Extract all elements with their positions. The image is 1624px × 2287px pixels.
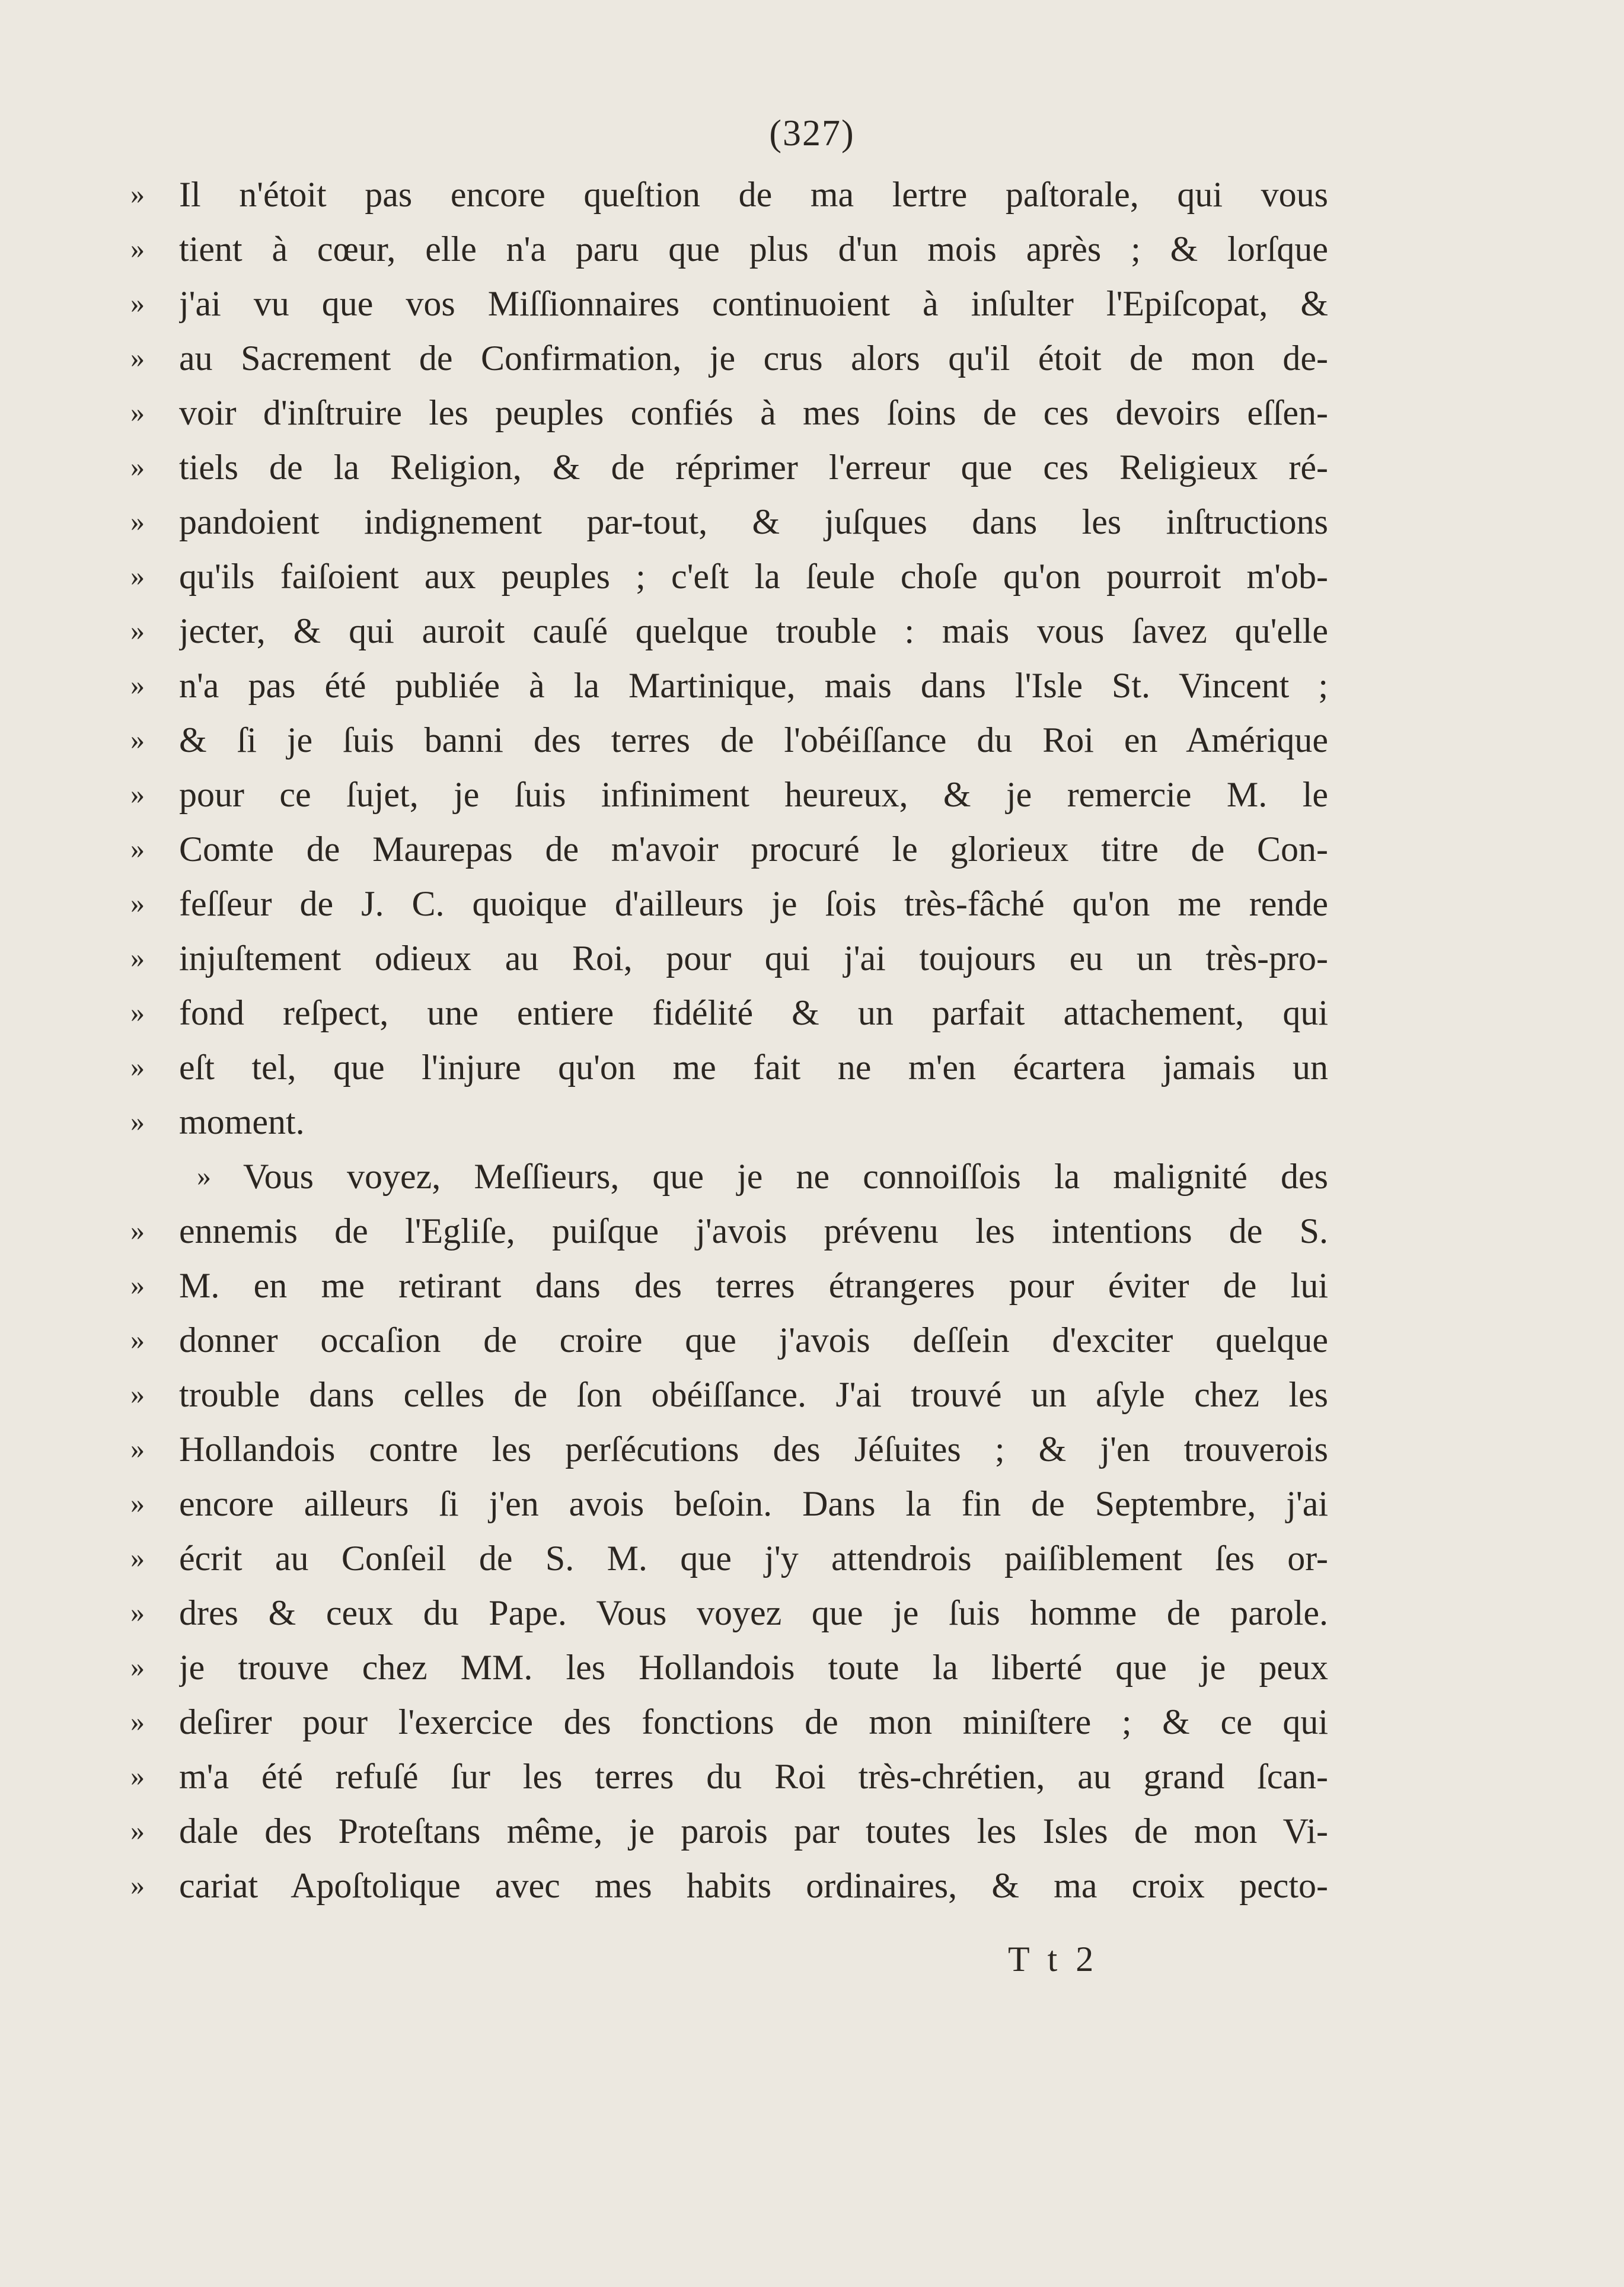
text-line [130, 1313, 1328, 1367]
line-text: pandoient indignement par-tout, & juſques dans les inſtructions [179, 502, 1328, 541]
line-text: Comte de Maurepas de m'avoir procuré le glorieux titre de Con- [179, 830, 1328, 869]
text-line [130, 767, 1328, 822]
text-line [130, 1858, 1328, 1913]
line-text: donner occaſion de croire que j'avois deſſein d'exciter quelque [179, 1320, 1328, 1360]
line-text: jecter, & qui auroit cauſé quelque trouble : mais vous ſavez qu'elle [179, 611, 1328, 650]
body-text [130, 167, 1328, 1913]
line-text: je trouve chez MM. les Hollandois toute la liberté que je peux [179, 1648, 1328, 1687]
text-line [130, 1640, 1328, 1695]
line-text: cariat Apoſtolique avec mes habits ordinaires, & ma croix pecto- [179, 1866, 1328, 1905]
quote-mark: » [130, 1488, 145, 1519]
text-line [130, 876, 1328, 931]
quote-mark: » [130, 233, 145, 264]
quote-mark: » [130, 1870, 145, 1901]
quote-mark: » [130, 560, 145, 592]
quote-mark: » [130, 1106, 145, 1137]
quote-mark: » [130, 1433, 145, 1465]
text-line [130, 1367, 1328, 1422]
line-text: Hollandois contre les perſécutions des Jéſuites ; & j'en trouverois [179, 1430, 1328, 1469]
text-line [130, 713, 1328, 767]
quote-mark: » [130, 1324, 145, 1355]
quote-mark: » [130, 397, 145, 428]
line-text: fond reſpect, une entiere fidélité & un parfait attachement, qui [179, 993, 1328, 1032]
line-text: écrit au Conſeil de S. M. que j'y attendrois paiſiblement ſes or- [179, 1539, 1328, 1578]
quote-mark: » [130, 724, 145, 755]
quote-mark: » [130, 288, 145, 319]
line-text: dale des Proteſtans même, je parois par toutes les Isles de mon Vi- [179, 1811, 1328, 1851]
quote-mark: » [130, 942, 145, 974]
quote-mark: » [130, 1815, 145, 1846]
text-line [130, 1040, 1328, 1095]
line-text: M. en me retirant dans des terres étrangeres pour éviter de lui [179, 1266, 1328, 1305]
line-text: Vous voyez, Meſſieurs, que je ne connoiſſois la malignité des [243, 1157, 1328, 1196]
text-line [130, 1095, 1328, 1149]
quote-mark: » [130, 888, 145, 919]
line-text: pour ce ſujet, je ſuis infiniment heureux, & je remercie M. le [179, 775, 1328, 814]
quote-mark: » [130, 1051, 145, 1083]
line-text: qu'ils faiſoient aux peuples ; c'eſt la ſeule choſe qu'on pourroit m'ob- [179, 557, 1328, 596]
line-text: au Sacrement de Confirmation, je crus alors qu'il étoit de mon de- [179, 339, 1328, 378]
paragraph-first-line [130, 1149, 1328, 1204]
quote-mark: » [130, 615, 145, 646]
line-text: injuſtement odieux au Roi, pour qui j'ai toujours eu un très-pro- [179, 939, 1328, 978]
text-line [130, 931, 1328, 985]
line-text: tiels de la Religion, & de réprimer l'erreur que ces Religieux ré- [179, 448, 1328, 487]
line-text: deſirer pour l'exercice des fonctions de mon miniſtere ; & ce qui [179, 1702, 1328, 1741]
line-text: Il n'étoit pas encore queſtion de ma lertre paſtorale, qui vous [179, 175, 1328, 214]
text-line [130, 549, 1328, 604]
line-text: j'ai vu que vos Miſſionnaires continuoient à inſulter l'Epiſcopat, & [179, 284, 1328, 323]
quote-mark: » [130, 1379, 145, 1410]
quote-mark: » [130, 1706, 145, 1737]
line-text: & ſi je ſuis banni des terres de l'obéiſſance du Roi en Amérique [179, 720, 1328, 760]
line-text: n'a pas été publiée à la Martinique, mais dans l'Isle St. Vincent ; [179, 666, 1328, 705]
line-text: tient à cœur, elle n'a paru que plus d'un mois après ; & lorſque [179, 229, 1328, 269]
line-text: ennemis de l'Egliſe, puiſque j'avois prévenu les intentions de S. [179, 1211, 1328, 1251]
quote-mark: » [130, 506, 145, 537]
line-text: eſt tel, que l'injure qu'on me fait ne m'en écartera jamais un [179, 1048, 1328, 1087]
text-line [130, 167, 1328, 222]
quote-mark: » [130, 779, 145, 810]
text-line [130, 985, 1328, 1040]
quote-mark: » [130, 178, 145, 210]
text-line [130, 222, 1328, 276]
text-line [130, 1804, 1328, 1858]
text-line [130, 1204, 1328, 1258]
text-line [130, 331, 1328, 385]
text-line [130, 276, 1328, 331]
quote-mark: » [130, 997, 145, 1028]
text-line [130, 822, 1328, 876]
text-line [130, 1749, 1328, 1804]
line-text: feſſeur de J. C. quoique d'ailleurs je ſois très-fâché qu'on me rende [179, 884, 1328, 923]
line-text: trouble dans celles de ſon obéiſſance. J'ai trouvé un aſyle chez les [179, 1375, 1328, 1414]
page-number: (327) [769, 113, 855, 154]
text-line [130, 604, 1328, 658]
quote-mark: » [130, 1215, 145, 1246]
line-text: m'a été refuſé ſur les terres du Roi très-chrétien, au grand ſcan- [179, 1757, 1328, 1796]
quote-mark: » [130, 1760, 145, 1792]
text-line [130, 1258, 1328, 1313]
quote-mark: » [130, 451, 145, 483]
text-line [130, 1531, 1328, 1586]
line-text: moment. [179, 1102, 305, 1141]
text-line [130, 658, 1328, 713]
text-line [130, 385, 1328, 440]
text-line [130, 1422, 1328, 1476]
quote-mark: » [130, 1270, 145, 1301]
signature-mark: T t 2 [1008, 1940, 1099, 1979]
line-text: encore ailleurs ſi j'en avois beſoin. Dans la fin de Septembre, j'ai [179, 1484, 1328, 1523]
quote-mark: » [130, 1651, 145, 1683]
text-line [130, 1586, 1328, 1640]
line-text: voir d'inſtruire les peuples confiés à mes ſoins de ces devoirs eſſen- [179, 393, 1328, 432]
quote-mark: » [197, 1160, 211, 1192]
quote-mark: » [130, 1542, 145, 1574]
text-line [130, 1476, 1328, 1531]
text-line [130, 495, 1328, 549]
quote-mark: » [130, 342, 145, 374]
text-line [130, 440, 1328, 495]
text-line [130, 1695, 1328, 1749]
line-text: dres & ceux du Pape. Vous voyez que je ſuis homme de parole. [179, 1593, 1328, 1632]
quote-mark: » [130, 669, 145, 701]
quote-mark: » [130, 833, 145, 865]
quote-mark: » [130, 1597, 145, 1628]
